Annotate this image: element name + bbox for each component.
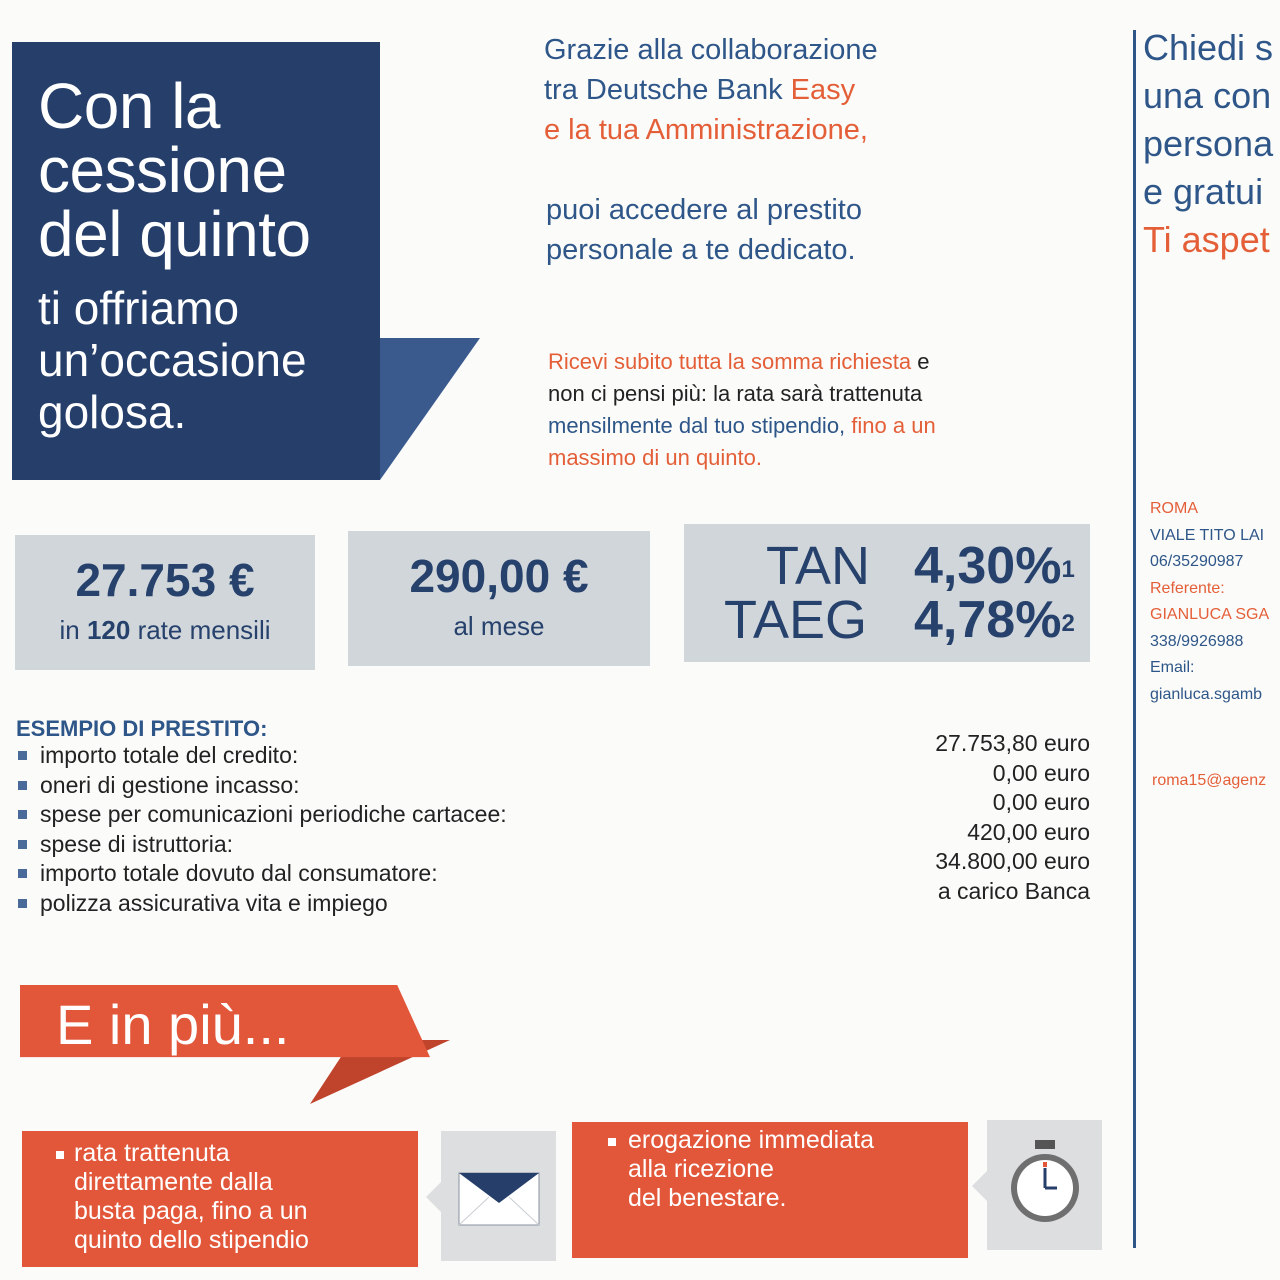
bullet-icon (56, 1151, 64, 1159)
bullet-icon (18, 781, 27, 790)
contact-label: Email: (1150, 659, 1195, 676)
list-item (18, 789, 1098, 831)
list-item (18, 848, 1098, 890)
intro-text (544, 30, 964, 150)
loan-amount-caption (15, 615, 315, 646)
tan-label: TAN (766, 536, 870, 596)
contact-address: VIALE TITO LAI (1150, 526, 1265, 544)
hero-title-line: cessione (38, 134, 287, 206)
para-text: mensilmente dal tuo stipendio, (548, 413, 846, 438)
installments-count: 120 (86, 615, 131, 645)
item-label: importo totale dovuto dal consumatore: (40, 860, 438, 886)
taeg-value (914, 592, 1075, 648)
intro-line: Grazie alla collaborazione (544, 34, 878, 66)
stopwatch-icon (987, 1120, 1102, 1250)
monthly-payment-box (348, 531, 650, 666)
item-value: 0,00 euro (992, 789, 1090, 815)
monthly-payment: 290,00 € (409, 550, 589, 602)
feature-line: rata trattenuta (74, 1139, 230, 1167)
hero-box (12, 42, 380, 480)
feature-box-payroll (22, 1131, 418, 1267)
pointer-shape (426, 1181, 442, 1213)
feature-text (628, 1126, 968, 1213)
description-paragraph (548, 346, 1048, 474)
heading-line: Chiedi s (1143, 27, 1274, 68)
feature-box-disbursement (572, 1122, 968, 1258)
hero-subtitle-line: golosa. (38, 386, 187, 438)
contact-mobile: 338/9926988 (1150, 632, 1244, 650)
bullet-icon (18, 899, 27, 908)
para-text: Ricevi subito tutta la somma richiesta (548, 349, 912, 374)
feature-line: quinto dello stipendio (74, 1226, 309, 1254)
item-value: a carico Banca (937, 877, 1090, 904)
heading-line: Ti aspet (1143, 219, 1270, 260)
list-item (18, 759, 1098, 802)
list-item (18, 877, 1098, 920)
taeg-label: TAEG (724, 590, 868, 650)
taeg-percent: 4,78% (914, 591, 1062, 649)
monthly-caption: al mese (453, 611, 545, 641)
intro-line (544, 70, 964, 110)
contact-info (1150, 496, 1269, 708)
intro-text-2 (546, 190, 966, 270)
tan-percent: 4,30% (914, 537, 1062, 595)
taeg-footnote: 2 (1061, 610, 1075, 637)
hero-tab-shape (380, 338, 480, 480)
example-title: ESEMPIO DI PRESTITO: (16, 716, 268, 741)
hero-subtitle (38, 282, 378, 438)
hero-title (38, 70, 378, 270)
loan-amount-box (15, 535, 315, 670)
intro-line: e la tua Amministrazione, (544, 114, 868, 146)
feature-line: alla ricezione (628, 1155, 774, 1183)
para-text: fino a un (845, 413, 936, 438)
hero-title-line: del quinto (38, 198, 311, 270)
tan-value (914, 538, 1075, 594)
contact-email-agency[interactable]: roma15@agenz (1152, 772, 1267, 789)
heading-line: e gratui (1143, 171, 1264, 212)
contact-city: ROMA (1150, 500, 1198, 517)
intro-highlight: Easy (790, 74, 856, 106)
bullet-icon (608, 1138, 616, 1146)
item-value: 27.753,80 euro (935, 730, 1090, 756)
bullet-icon (18, 869, 27, 878)
item-label: polizza assicurativa vita e impiego (40, 889, 388, 916)
item-value: 0,00 euro (992, 759, 1090, 786)
item-label: spese di istruttoria: (40, 830, 234, 857)
heading-line: una con (1143, 75, 1272, 116)
item-value: 34.800,00 euro (935, 848, 1090, 874)
bullet-icon (18, 810, 27, 819)
example-list (18, 730, 1098, 919)
contact-heading (1143, 24, 1273, 264)
taeg-row (684, 592, 1090, 648)
heading-line: persona (1143, 123, 1274, 164)
para-text: non ci pensi più: la rata sarà trattenuta (548, 381, 923, 406)
contact-label: Referente: (1150, 579, 1225, 597)
item-value: 420,00 euro (967, 818, 1090, 845)
intro-bank-name: tra Deutsche Bank (544, 74, 791, 106)
hero-subtitle-line: un’occasione (38, 334, 307, 386)
bullet-icon (18, 751, 27, 760)
tan-row (684, 538, 1090, 594)
feature-line: del benestare. (628, 1184, 787, 1212)
hero-subtitle-line: ti offriamo (38, 282, 240, 334)
loan-amount: 27.753 € (75, 554, 255, 606)
contact-name: GIANLUCA SGA (1150, 606, 1270, 623)
envelope-icon (441, 1131, 556, 1261)
banner-title: E in più... (56, 993, 290, 1056)
item-label: spese per comunicazioni periodiche cartacee: (40, 801, 507, 827)
item-label: importo totale del credito: (40, 742, 299, 768)
rates-box (684, 524, 1090, 662)
para-text: massimo di un quinto. (548, 445, 762, 470)
feature-text (74, 1139, 414, 1255)
caption-text: rate mensili (130, 615, 271, 645)
feature-line: erogazione immediata (628, 1126, 874, 1154)
feature-line: busta paga, fino a un (74, 1197, 308, 1225)
hero-title-line: Con la (38, 70, 220, 142)
list-item (18, 730, 1098, 772)
contact-phone: 06/35290987 (1150, 553, 1244, 570)
column-divider (1133, 30, 1136, 1248)
caption-text: in (59, 615, 87, 645)
item-label: oneri di gestione incasso: (40, 771, 300, 798)
intro-line: puoi accedere al prestito (546, 194, 862, 226)
feature-line: direttamente dalla (74, 1168, 273, 1196)
intro-line: personale a te dedicato. (546, 234, 856, 266)
tan-footnote: 1 (1061, 556, 1075, 583)
para-text: e (911, 349, 930, 374)
pointer-shape (972, 1170, 988, 1202)
bullet-icon (18, 840, 27, 849)
contact-email[interactable]: gianluca.sgamb (1150, 685, 1263, 703)
